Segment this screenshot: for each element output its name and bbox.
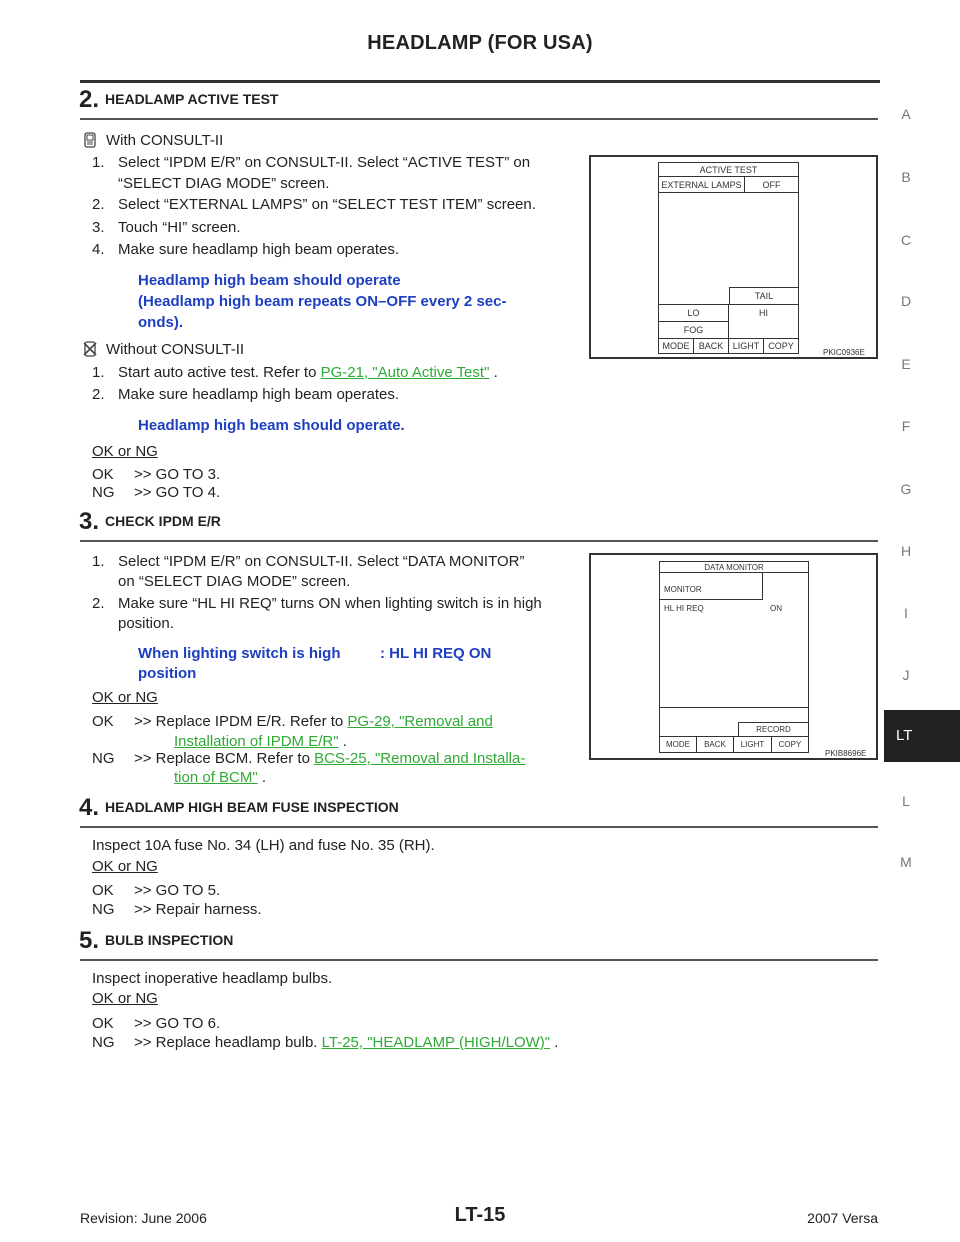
sidebar-letter-a[interactable]: A (901, 106, 911, 122)
item-number: 2. (92, 386, 105, 403)
monitor-header-cell: MONITOR (660, 573, 763, 600)
footer-revision: Revision: June 2006 (80, 1210, 207, 1226)
step-3-heading (79, 508, 221, 536)
step-3-item-2-cont: position. (118, 615, 174, 632)
item-number: 1. (92, 364, 105, 381)
mode-button: MODE (660, 736, 697, 752)
condition-lighting-switch: When lighting switch is high (138, 645, 341, 662)
step-2-number: 2. (79, 86, 100, 113)
step-3-result-ok (92, 711, 578, 732)
step-4-ok-ng-label: OK or NG (92, 858, 158, 875)
step-5-text: Inspect inoperative headlamp bulbs. (92, 970, 333, 987)
figure-id: PKIB8696E (825, 749, 867, 758)
note-high-beam-should-operate: Headlamp high beam should operate. (138, 417, 405, 434)
result-code: NG (92, 1034, 115, 1051)
result-text: >> Replace headlamp bulb. (134, 1034, 322, 1051)
item-number: 2. (92, 595, 105, 612)
lo-button: LO (659, 304, 729, 321)
hi-button: HI (729, 304, 798, 321)
step-5-title: BULB INSPECTION (105, 932, 234, 948)
step-3-ok-ng-label: OK or NG (92, 689, 158, 706)
step-2-item-4 (92, 239, 399, 260)
data-monitor-divider (660, 707, 808, 708)
figure-active-test (589, 155, 878, 359)
mode-button: MODE (659, 338, 694, 353)
sidebar-letter-l[interactable]: L (902, 793, 910, 809)
step-2-b-item-1 (92, 362, 498, 383)
result-code: NG (92, 750, 115, 767)
light-button: LIGHT (729, 338, 764, 353)
item-text: Select “IPDM E/R” on CONSULT-II. Select “ACTIVE TEST” on (118, 154, 531, 171)
step-2-b-item-2 (92, 384, 399, 405)
result-text: >> Replace IPDM E/R. Refer to (134, 713, 348, 730)
link-pg29-removal-ipdm[interactable]: PG-29, "Removal and (347, 713, 493, 730)
step-4-number: 4. (79, 794, 100, 821)
step-4-result-ng (92, 899, 262, 920)
fog-button: FOG (659, 321, 729, 338)
active-test-screen (658, 162, 799, 354)
figure-data-monitor (589, 553, 878, 760)
step-2-result-ng (92, 482, 220, 503)
item-text: Select “EXTERNAL LAMPS” on “SELECT TEST ITEM” screen. (118, 196, 536, 213)
step-5-result-ok (92, 1013, 220, 1034)
condition-value: : HL HI REQ ON (380, 645, 492, 662)
result-code: NG (92, 484, 115, 501)
note-high-beam-repeats-cont: onds). (138, 314, 183, 331)
result-text: >> GO TO 3. (134, 466, 221, 483)
step-4-title: HEADLAMP HIGH BEAM FUSE INSPECTION (105, 799, 399, 815)
step-2-item-1 (92, 152, 578, 173)
step-2-heading (79, 86, 278, 114)
result-text-end: . (550, 1034, 559, 1051)
copy-button: COPY (772, 736, 808, 752)
without-consult-label: Without CONSULT-II (106, 341, 245, 358)
data-monitor-screen (659, 561, 809, 753)
step-3-item-1 (92, 551, 578, 572)
record-button: RECORD (738, 722, 808, 736)
back-button: BACK (694, 338, 729, 353)
step-3-item-2 (92, 593, 578, 614)
copy-button: COPY (764, 338, 798, 353)
result-text: >> GO TO 5. (134, 882, 221, 899)
result-text: >> GO TO 4. (134, 484, 221, 501)
item-text: Make sure “HL HI REQ” turns ON when lighting switch is in high (118, 595, 542, 612)
link-pg21-auto-active-test[interactable]: PG-21, "Auto Active Test" (320, 364, 490, 381)
sidebar-letter-m[interactable]: M (900, 854, 912, 870)
step-5-result-ng (92, 1032, 558, 1053)
step-3-rule (80, 540, 878, 542)
with-consult-label: With CONSULT-II (106, 132, 224, 149)
step-5-ok-ng-label: OK or NG (92, 990, 158, 1007)
link-pg29-removal-ipdm-cont[interactable]: Installation of IPDM E/R" (174, 733, 339, 750)
step-2-rule (80, 118, 878, 120)
step-2-item-3 (92, 217, 241, 238)
hl-hi-req-value: ON (770, 604, 782, 613)
result-text: >> GO TO 6. (134, 1015, 221, 1032)
item-text: Touch “HI” screen. (118, 219, 241, 236)
sidebar-letter-d[interactable]: D (900, 293, 912, 309)
page-title: HEADLAMP (FOR USA) (367, 32, 593, 54)
header-rule (80, 80, 880, 83)
result-text: >> Replace BCM. Refer to (134, 750, 315, 767)
item-number: 2. (92, 196, 105, 213)
light-button: LIGHT (734, 736, 772, 752)
hl-hi-req-label: HL HI REQ (664, 604, 704, 613)
item-text: Select “IPDM E/R” on CONSULT-II. Select “DATA MONITOR” (118, 553, 525, 570)
step-4-text: Inspect 10A fuse No. 34 (LH) and fuse No. 35 (RH). (92, 837, 435, 854)
item-number: 1. (92, 553, 105, 570)
step-4-heading (79, 794, 399, 822)
step-5-heading (79, 927, 233, 955)
sidebar-letter-f[interactable]: F (901, 418, 911, 434)
step-5-rule (80, 959, 878, 961)
result-code: OK (92, 882, 114, 899)
link-lt25-headlamp-high-low[interactable]: LT-25, "HEADLAMP (HIGH/LOW)" (321, 1034, 551, 1051)
back-button: BACK (697, 736, 734, 752)
step-2-item-1-cont: “SELECT DIAG MODE” screen. (118, 175, 330, 192)
step-3-title: CHECK IPDM E/R (105, 513, 221, 529)
sidebar-letter-e[interactable]: E (901, 356, 911, 372)
step-4-rule (80, 826, 878, 828)
step-2-item-2 (92, 194, 536, 215)
step-4-result-ok (92, 880, 220, 901)
item-text: Make sure headlamp high beam operates. (118, 386, 400, 403)
data-monitor-title: DATA MONITOR (660, 562, 808, 573)
with-consult-line (82, 130, 223, 154)
external-lamps-cell: EXTERNAL LAMPS (659, 177, 745, 193)
item-number: 1. (92, 154, 105, 171)
result-text-end: . (338, 733, 347, 750)
item-number: 4. (92, 241, 105, 258)
no-consult-icon (82, 341, 98, 363)
footer-model: 2007 Versa (807, 1210, 878, 1226)
note-high-beam-repeats: (Headlamp high beam repeats ON–OFF every 2 sec- (138, 293, 507, 310)
without-consult-line (82, 339, 244, 363)
tail-button: TAIL (729, 287, 798, 304)
page-number: LT-15 (454, 1204, 506, 1226)
step-2-title: HEADLAMP ACTIVE TEST (105, 91, 279, 107)
step-3-result-ng-cont (174, 767, 266, 788)
step-3-number: 3. (79, 508, 100, 535)
sidebar-tab-lt[interactable]: LT (884, 710, 960, 762)
result-text: >> Repair harness. (134, 901, 262, 918)
step-3-result-ng (92, 748, 525, 769)
item-text: Make sure headlamp high beam operates. (118, 241, 400, 258)
active-test-title: ACTIVE TEST (659, 163, 798, 177)
note-high-beam-operate: Headlamp high beam should operate (138, 272, 401, 289)
sidebar-letter-h[interactable]: H (900, 543, 912, 559)
sidebar-letter-i[interactable]: I (904, 605, 908, 621)
result-code: OK (92, 466, 114, 483)
consult-tool-icon (82, 132, 98, 154)
sidebar-letter-c[interactable]: C (900, 232, 912, 248)
step-2-ok-ng-label: OK or NG (92, 443, 158, 460)
result-code: OK (92, 713, 114, 730)
item-text: Start auto active test. Refer to (118, 364, 321, 381)
result-text-end: . (257, 769, 267, 786)
external-lamps-value: OFF (745, 177, 798, 193)
link-bcs25-removal-bcm-cont[interactable]: tion of BCM" (174, 769, 258, 786)
figure-id: PKIC0936E (823, 348, 865, 357)
step-3-item-1-cont: on “SELECT DIAG MODE” screen. (118, 573, 351, 590)
step-5-number: 5. (79, 927, 100, 954)
sidebar-letter-b[interactable]: B (901, 169, 911, 185)
item-text-end: . (489, 364, 498, 381)
link-bcs25-removal-bcm[interactable]: BCS-25, "Removal and Installa- (314, 750, 526, 767)
sidebar-letter-j[interactable]: J (902, 667, 910, 683)
condition-lighting-switch-cont: position (138, 665, 197, 682)
item-number: 3. (92, 219, 105, 236)
sidebar-letter-g[interactable]: G (900, 481, 912, 497)
result-code: OK (92, 1015, 114, 1032)
result-code: NG (92, 901, 115, 918)
